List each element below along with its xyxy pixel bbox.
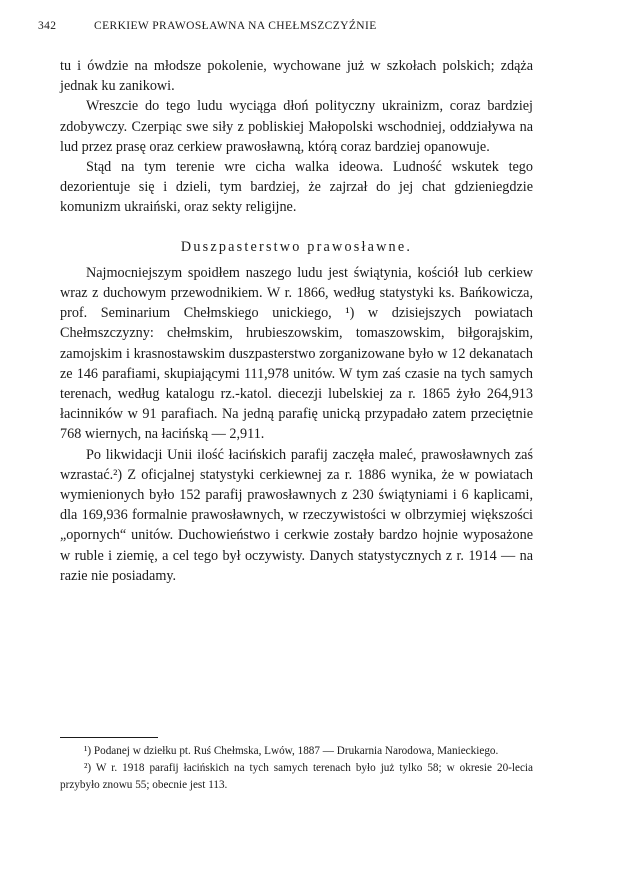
footnote: ¹) Podanej w dziełku pt. Ruś Chełmska, Lwów, 1887 — Drukarnia Narodowa, Manieckiego. [84, 745, 499, 757]
page-header [38, 20, 569, 38]
footnotes [60, 737, 533, 794]
paragraph: Po likwidacji Unii ilość łacińskich parafij zaczęła maleć, prawosławnych zaś wzrastać.²) Z oficjalnej statystyki cerkiewnej za r. 1886 wynika, że w powiatach wymienionych było 152 parafij prawosławnych z 230 świątyniami i 6 kaplicami, dla 169,936 formalnie prawosławnych, w rzeczywistości w olbrzymiej większości „opornych“ unitów. Duchowieństwo i cerkwie zostały bardzo hojnie wyposażone w ruble i ziemię, a cel tego był oczywisty. Danych statystycznych z r. 1914 — na razie nie posiadamy. [60, 446, 533, 584]
paragraph: Najmocniejszym spoidłem naszego ludu jest świątynia, kościół lub cerkiew wraz z duchowym przewodnikiem. W r. 1866, według statystyki ks. Bańkowicza, prof. Seminarium Chełmskiego unickiego, ¹) w dzisiejszych powiatach Chełmszczyzny: chełmskim, hrubieszowskim, tomaszowskim, biłgorajskim, zamojskim i krasnostawskim duszpasterstwo zorganizowane było w 12 dekanatach ze 146 parafiami, skupiającymi 111,978 unitów. W tym zaś czasie na tych samych terenach, według katalogu rz.-katol. diecezji lubelskiej za r. 1865 żyło 264,913 łacinników w 91 parafiach. Na jedną parafię unicką przypadało zatem przeciętnie 768 wiernych, na łacińską — 2,911. [60, 264, 533, 443]
footnote-divider [60, 737, 158, 738]
body-text [60, 56, 533, 586]
paragraph: Wreszcie do tego ludu wyciąga dłoń polityczny ukrainizm, coraz bardziej zdobywczy. Czerpiąc swe siły z pobliskiej Małopolski wschodniej, oddziaływa na lud przez prasę oraz cerkiew prawosławną, którą coraz bardziej opanowuje. [60, 98, 533, 155]
running-head: CERKIEW PRAWOSŁAWNA NA CHEŁMSZCZYŹNIE [94, 20, 377, 32]
page-number: 342 [38, 20, 57, 32]
paragraph-continuation: tu i ówdzie na młodsze pokolenie, wychowane już w szkołach polskich; zdąża jednak ku zanikowi. [60, 58, 533, 95]
footnote: ²) W r. 1918 parafij łacińskich na tych samych terenach było już tylko 58; w okresie 20-lecia przybyło znowu 55; obecnie jest 113. [60, 762, 533, 791]
section-heading: Duszpasterstwo prawosławne. [180, 238, 413, 255]
paragraph: Stąd na tym terenie wre cicha walka ideowa. Ludność wskutek tego dezorientuje się i dzieli, tym bardziej, że zajrzał do jej chat gdzieniegdzie komunizm ukraiński, oraz sekty religijne. [60, 159, 533, 216]
